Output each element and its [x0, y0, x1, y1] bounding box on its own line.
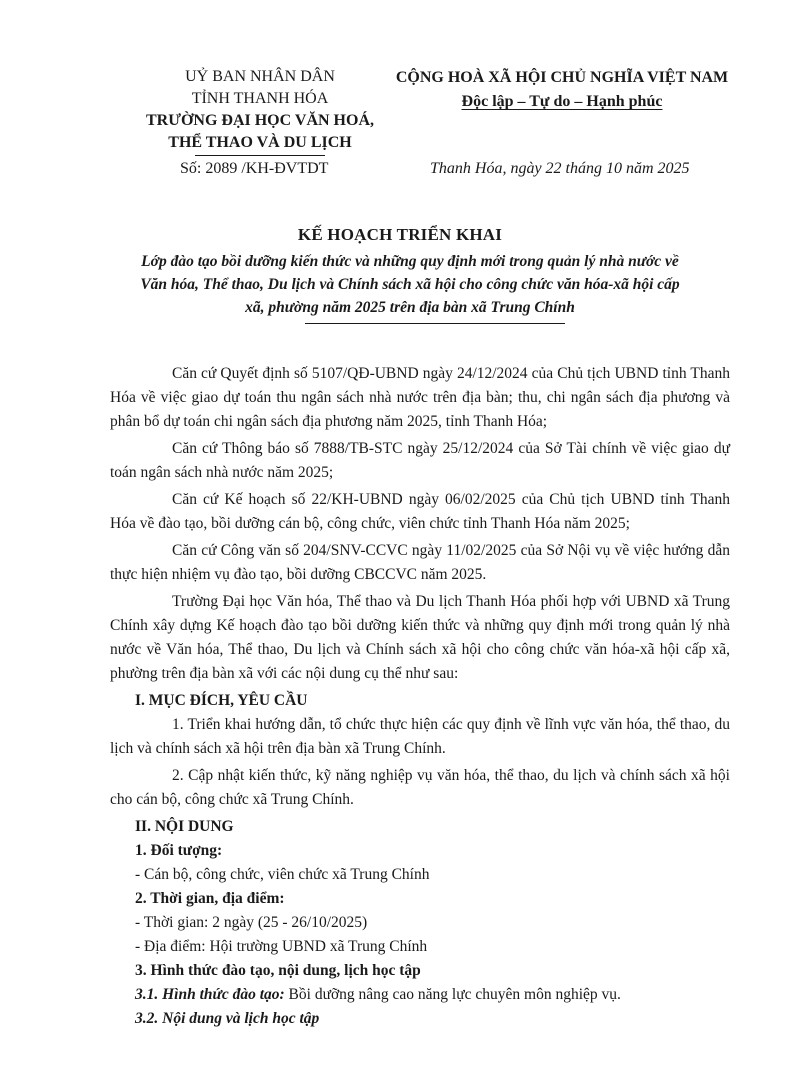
section-2-sub-2-item-2: - Địa điểm: Hội trường UBND xã Trung Chính [135, 938, 428, 955]
paragraph-legal-basis-4: Căn cứ Công văn số 204/SNV-CCVC ngày 11/02/2025 của Sở Nội vụ về việc hướng dẫn thực hiện nhiệm vụ đào tạo, bồi dưỡng CBCCVC năm 2025. [110, 542, 730, 583]
section-2-sub-2: 2. Thời gian, địa điểm: [135, 890, 285, 907]
section-2-sub-2-item-1: - Thời gian: 2 ngày (25 - 26/10/2025) [135, 914, 368, 931]
section-2-sub-1: 1. Đối tượng: [135, 842, 223, 859]
document-number: Số: 2089 /KH-ĐVTDT [180, 160, 329, 177]
national-name: CỘNG HOÀ XÃ HỘI CHỦ NGHĨA VIỆT NAM [395, 69, 729, 86]
document-body [110, 362, 730, 1031]
paragraph-legal-basis-1: Căn cứ Quyết định số 5107/QĐ-UBND ngày 24/12/2024 của Chủ tịch UBND tỉnh Thanh Hóa về việc giao dự toán thu ngân sách nhà nước trên địa bàn; thu, chi ngân sách địa phương và phân bổ dự toán chi ngân sách địa phương năm 2025, tỉnh Thanh Hóa; [110, 365, 730, 430]
authority-divider [195, 155, 325, 156]
section-1-item-2: 2. Cập nhật kiến thức, kỹ năng nghiệp vụ văn hóa, thể thao, du lịch và chính sách xã hội cho cán bộ, công chức xã Trung Chính. [110, 767, 730, 808]
paragraph-legal-basis-3: Căn cứ Kế hoạch số 22/KH-UBND ngày 06/02/2025 của Chủ tịch UBND tỉnh Thanh Hóa về đào tạo, bồi dưỡng cán bộ, công chức, viên chức tỉnh Thanh Hóa năm 2025; [110, 491, 730, 532]
issuing-authority-block [110, 66, 410, 156]
section-2-sub-3-2: 3.2. Nội dung và lịch học tập [135, 1010, 320, 1027]
section-1-heading: I. MỤC ĐÍCH, YÊU CẦU [135, 692, 308, 709]
authority-line-4: THỂ THAO VÀ DU LỊCH [168, 134, 352, 151]
sub-3-1-text: Bồi dưỡng nâng cao năng lực chuyên môn nghiệp vụ. [284, 986, 621, 1003]
sub-3-1-label: 3.1. Hình thức đào tạo: [135, 986, 285, 1003]
title-divider [305, 323, 565, 324]
document-date: Thanh Hóa, ngày 22 tháng 10 năm 2025 [430, 160, 690, 177]
national-motto: Độc lập – Tự do – Hạnh phúc [461, 93, 663, 110]
authority-line-3: TRƯỜNG ĐẠI HỌC VĂN HOÁ, [145, 112, 374, 129]
authority-line-2: TỈNH THANH HÓA [191, 90, 329, 107]
authority-line-1: UỶ BAN NHÂN DÂN [185, 68, 335, 85]
section-2-heading: II. NỘI DUNG [135, 818, 234, 835]
national-header-block [382, 66, 742, 114]
paragraph-legal-basis-2: Căn cứ Thông báo số 7888/TB-STC ngày 25/12/2024 của Sở Tài chính về việc giao dự toán ngân sách nhà nước năm 2025; [110, 440, 730, 481]
section-2-sub-3-1 [110, 983, 730, 1007]
document-title: KẾ HOẠCH TRIỂN KHAI [297, 225, 503, 244]
document-subtitle: Lớp đào tạo bồi dưỡng kiến thức và những quy định mới trong quản lý nhà nước về Văn hóa, Thể thao, Du lịch và Chính sách xã hội cho công chức văn hóa-xã hội cấp xã, phường năm 2025 trên địa bàn xã Trung Chính [140, 253, 680, 316]
section-1-item-1: 1. Triển khai hướng dẫn, tổ chức thực hiện các quy định về lĩnh vực văn hóa, thể thao, du lịch và chính sách xã hội trên địa bàn xã Trung Chính. [110, 716, 730, 757]
section-2-sub-1-item: - Cán bộ, công chức, viên chức xã Trung Chính [135, 866, 430, 883]
paragraph-intro: Trường Đại học Văn hóa, Thể thao và Du lịch Thanh Hóa phối hợp với UBND xã Trung Chính xây dựng Kế hoạch đào tạo bồi dưỡng kiến thức và những quy định mới trong quản lý nhà nước về Văn hóa, Thể thao, Du lịch và Chính sách xã hội cho công chức văn hóa-xã hội cấp xã, phường trên địa bàn xã với các nội dung cụ thể như sau: [110, 593, 730, 682]
section-2-sub-3: 3. Hình thức đào tạo, nội dung, lịch học tập [135, 962, 421, 979]
